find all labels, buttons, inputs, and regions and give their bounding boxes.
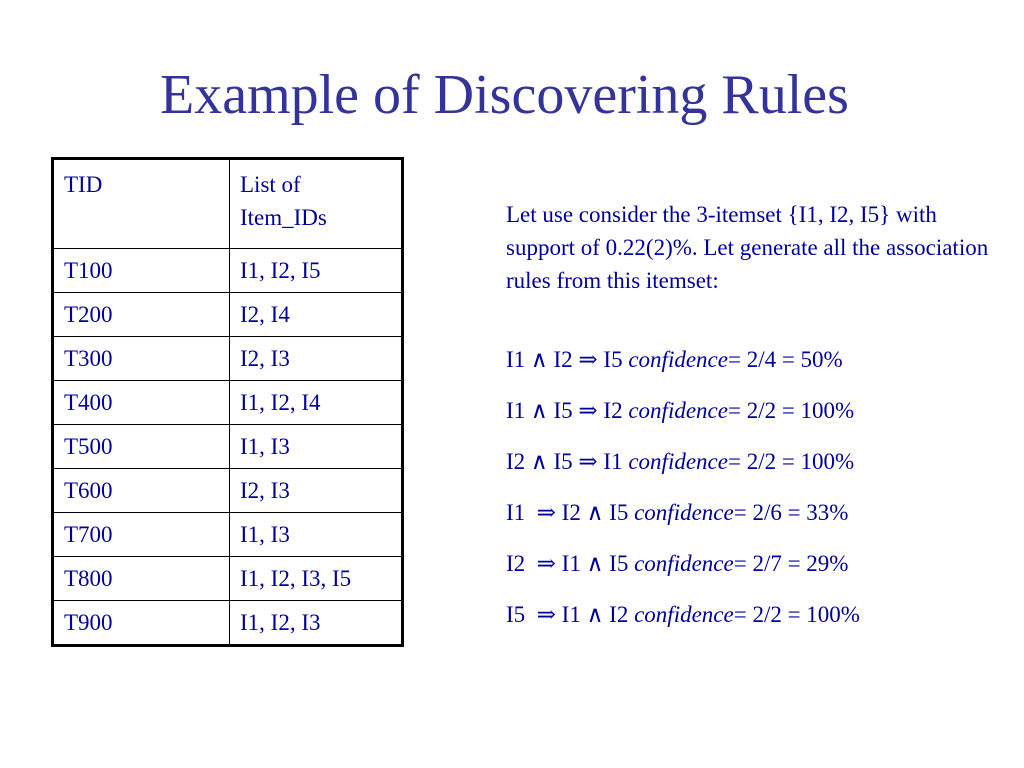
table-row <box>53 249 403 293</box>
slide-title: Example of Discovering Rules <box>160 64 849 126</box>
rule-item <box>506 340 1006 391</box>
rule-item <box>506 544 1006 595</box>
confidence-value: = 2/7 = 29% <box>733 551 849 576</box>
confidence-value: = 2/2 = 100% <box>727 398 855 423</box>
table-row <box>53 557 403 601</box>
table-row <box>53 293 403 337</box>
association-rules-list <box>506 340 1006 646</box>
intro-paragraph: Let use consider the 3-itemset {I1, I2, I5} with support of 0.22(2)%. Let generate all the association rules from this itemset: <box>506 202 989 293</box>
transaction-table <box>51 157 404 647</box>
rule-item <box>506 391 1006 442</box>
cell-tid: T500 <box>53 425 230 469</box>
cell-items: I2, I3 <box>230 337 403 381</box>
rule-expression: I1 ∧ I2 ⇒ I5 <box>506 347 629 372</box>
cell-items: I1, I2, I3, I5 <box>230 557 403 601</box>
cell-items: I2, I3 <box>230 469 403 513</box>
column-header-tid: TID <box>53 159 230 249</box>
cell-tid: T400 <box>53 381 230 425</box>
cell-items: I1, I3 <box>230 425 403 469</box>
rule-expression: I2 ⇒ I1 ∧ I5 <box>506 551 635 576</box>
explanation-panel <box>506 198 1006 297</box>
table-header-row <box>53 159 403 249</box>
table-row <box>53 469 403 513</box>
cell-tid: T700 <box>53 513 230 557</box>
rule-item <box>506 493 1006 544</box>
rule-expression: I5 ⇒ I1 ∧ I2 <box>506 602 635 627</box>
confidence-label: confidence <box>634 602 734 627</box>
cell-items: I1, I2, I3 <box>230 601 403 646</box>
confidence-value: = 2/2 = 100% <box>727 449 855 474</box>
confidence-value: = 2/4 = 50% <box>727 347 843 372</box>
table-row <box>53 381 403 425</box>
cell-items: I2, I4 <box>230 293 403 337</box>
confidence-label: confidence <box>634 551 734 576</box>
cell-tid: T100 <box>53 249 230 293</box>
table-row <box>53 425 403 469</box>
cell-tid: T600 <box>53 469 230 513</box>
confidence-value: = 2/6 = 33% <box>733 500 849 525</box>
cell-tid: T200 <box>53 293 230 337</box>
confidence-label: confidence <box>628 449 728 474</box>
table-row <box>53 513 403 557</box>
confidence-label: confidence <box>628 347 728 372</box>
cell-tid: T900 <box>53 601 230 646</box>
rule-item <box>506 442 1006 493</box>
confidence-label: confidence <box>628 398 728 423</box>
cell-items: I1, I2, I5 <box>230 249 403 293</box>
rule-item <box>506 595 1006 646</box>
rule-expression: I2 ∧ I5 ⇒ I1 <box>506 449 629 474</box>
rule-expression: I1 ⇒ I2 ∧ I5 <box>506 500 635 525</box>
cell-tid: T300 <box>53 337 230 381</box>
table-row <box>53 601 403 646</box>
table-row <box>53 337 403 381</box>
cell-items: I1, I3 <box>230 513 403 557</box>
column-header-items: List of Item_IDs <box>230 159 403 249</box>
cell-tid: T800 <box>53 557 230 601</box>
cell-items: I1, I2, I4 <box>230 381 403 425</box>
rule-expression: I1 ∧ I5 ⇒ I2 <box>506 398 629 423</box>
confidence-label: confidence <box>634 500 734 525</box>
confidence-value: = 2/2 = 100% <box>733 602 860 627</box>
